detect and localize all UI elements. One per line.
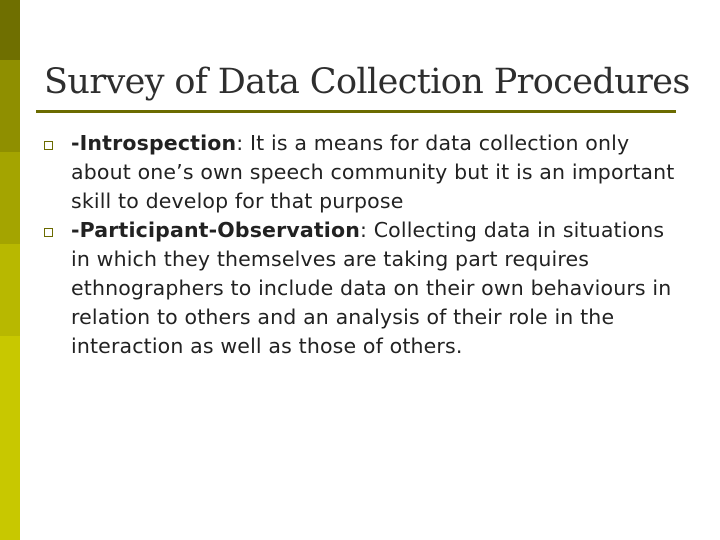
side-bar-segment	[0, 336, 20, 540]
bullet-item-introspection	[44, 129, 684, 216]
slide-title: Survey of Data Collection Procedures	[44, 62, 690, 102]
bullet-description: : Collecting data in situations in which they themselves are taking part requires ethnographers to include data on their own behaviours in relation to others and an analysis of their role in the interaction as well as those of others.	[71, 218, 672, 358]
bullet-text	[71, 129, 684, 216]
bullet-item-participant-observation	[44, 216, 684, 361]
bullet-term: -Introspection	[71, 131, 237, 155]
square-bullet-icon	[44, 228, 53, 237]
side-accent-bar	[0, 0, 20, 540]
bullet-text	[71, 216, 684, 361]
bullet-description: : It is a means for data collection only about one’s own speech community but it is an important skill to develop for that purpose	[71, 131, 675, 213]
title-underline	[36, 110, 676, 113]
side-bar-segment	[0, 60, 20, 152]
side-bar-segment	[0, 0, 20, 60]
slide-content	[44, 129, 684, 361]
side-bar-segment	[0, 244, 20, 336]
square-bullet-icon	[44, 141, 53, 150]
bullet-term: -Participant-Observation	[71, 218, 360, 242]
side-bar-segment	[0, 152, 20, 244]
